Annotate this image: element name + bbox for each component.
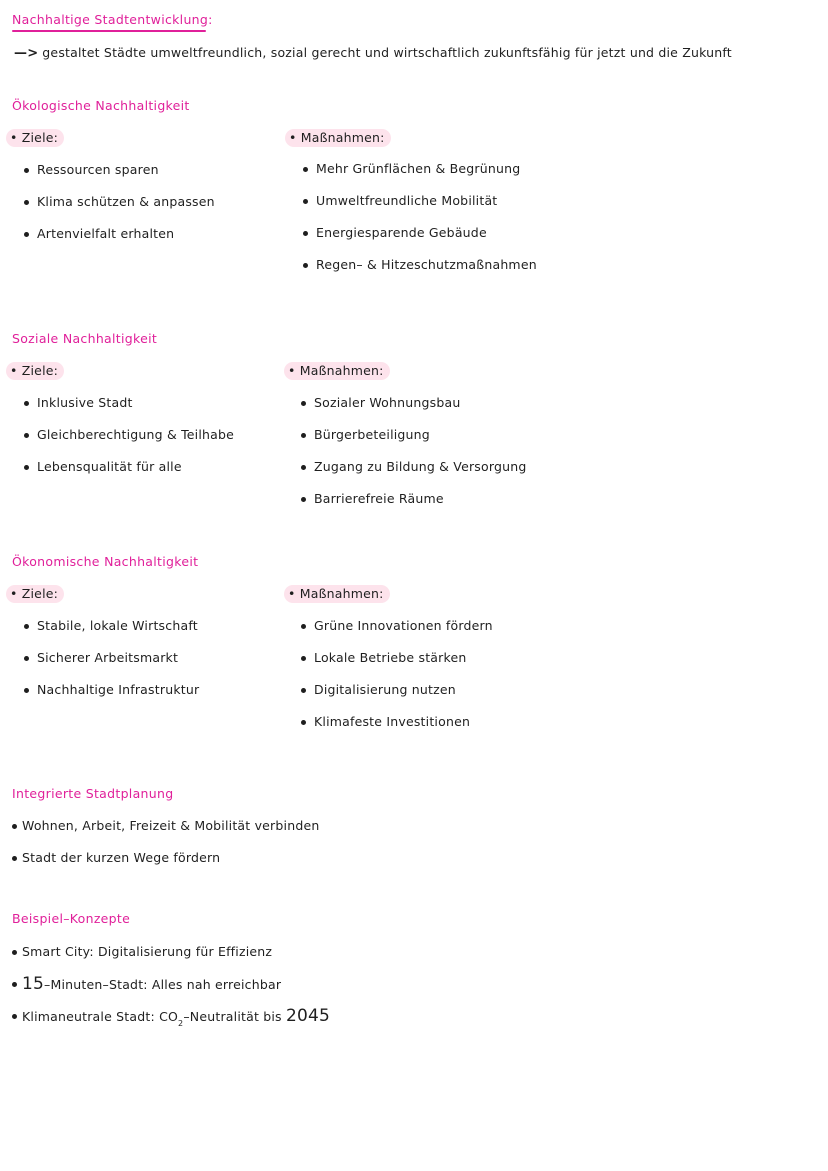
- section-heading-integriert: Integrierte Stadtplanung: [12, 786, 174, 801]
- intro-line: [14, 45, 732, 61]
- list-item: [12, 976, 330, 1008]
- list-item: Gleichberechtigung & Teilhabe: [24, 427, 234, 459]
- section-heading-beispiele: Beispiel–Konzepte: [12, 911, 131, 926]
- measures-list: [301, 618, 493, 746]
- measures-list: [303, 161, 537, 289]
- list-item: Inklusive Stadt: [24, 395, 234, 427]
- list-item: Regen– & Hitzeschutzmaßnahmen: [303, 257, 537, 289]
- number-15: 15: [22, 974, 45, 994]
- goals-label: • Ziele:: [6, 585, 64, 603]
- integrated-list: [12, 818, 319, 882]
- goals-label: • Ziele:: [6, 129, 64, 147]
- measures-label: • Maßnahmen:: [284, 585, 390, 603]
- section-heading-oekologisch: Ökologische Nachhaltigkeit: [12, 98, 190, 113]
- list-item: Wohnen, Arbeit, Freizeit & Mobilität verbinden: [12, 818, 319, 850]
- list-item: Smart City: Digitalisierung für Effizienz: [12, 944, 330, 976]
- list-item: Lebensqualität für alle: [24, 459, 234, 491]
- list-item: Grüne Innovationen fördern: [301, 618, 493, 650]
- list-item: Barrierefreie Räume: [301, 491, 527, 523]
- item-text: –Minuten–Stadt: Alles nah erreichbar: [44, 977, 282, 992]
- list-item: Sicherer Arbeitsmarkt: [24, 650, 199, 682]
- list-item: Klimafeste Investitionen: [301, 714, 493, 746]
- list-item: [12, 1008, 330, 1040]
- examples-list: [12, 944, 330, 1040]
- year-2045: 2045: [285, 1006, 331, 1026]
- list-item: Stadt der kurzen Wege fördern: [12, 850, 319, 882]
- list-item: Mehr Grünflächen & Begrünung: [303, 161, 537, 193]
- list-item: Energiesparende Gebäude: [303, 225, 537, 257]
- list-item: Klima schützen & anpassen: [24, 194, 215, 226]
- arrow-icon: —>: [14, 46, 39, 61]
- section-heading-sozial: Soziale Nachhaltigkeit: [12, 331, 158, 346]
- goals-list: [24, 618, 199, 714]
- goals-list: [24, 395, 234, 491]
- list-item: Ressourcen sparen: [24, 162, 215, 194]
- measures-list: [301, 395, 527, 523]
- list-item: Sozialer Wohnungsbau: [301, 395, 527, 427]
- list-item: Lokale Betriebe stärken: [301, 650, 493, 682]
- title-underline: [12, 30, 206, 32]
- goals-label: • Ziele:: [6, 362, 64, 380]
- measures-label: • Maßnahmen:: [284, 362, 390, 380]
- list-item: Umweltfreundliche Mobilität: [303, 193, 537, 225]
- section-heading-oekonomisch: Ökonomische Nachhaltigkeit: [12, 554, 199, 569]
- list-item: Bürgerbeteiligung: [301, 427, 527, 459]
- item-text: –Neutralität bis: [183, 1009, 286, 1024]
- list-item: Digitalisierung nutzen: [301, 682, 493, 714]
- list-item: Nachhaltige Infrastruktur: [24, 682, 199, 714]
- item-text: Klimaneutrale Stadt: CO: [22, 1009, 179, 1024]
- measures-label: • Maßnahmen:: [285, 129, 391, 147]
- goals-list: [24, 162, 215, 258]
- intro-text: gestaltet Städte umweltfreundlich, sozial gerecht und wirtschaftlich zukunftsfähig für jetzt und die Zukunft: [42, 45, 732, 60]
- list-item: Zugang zu Bildung & Versorgung: [301, 459, 527, 491]
- list-item: Stabile, lokale Wirtschaft: [24, 618, 199, 650]
- page-title: Nachhaltige Stadtentwicklung:: [12, 12, 213, 27]
- list-item: Artenvielfalt erhalten: [24, 226, 215, 258]
- subscript-2: 2: [178, 1019, 184, 1028]
